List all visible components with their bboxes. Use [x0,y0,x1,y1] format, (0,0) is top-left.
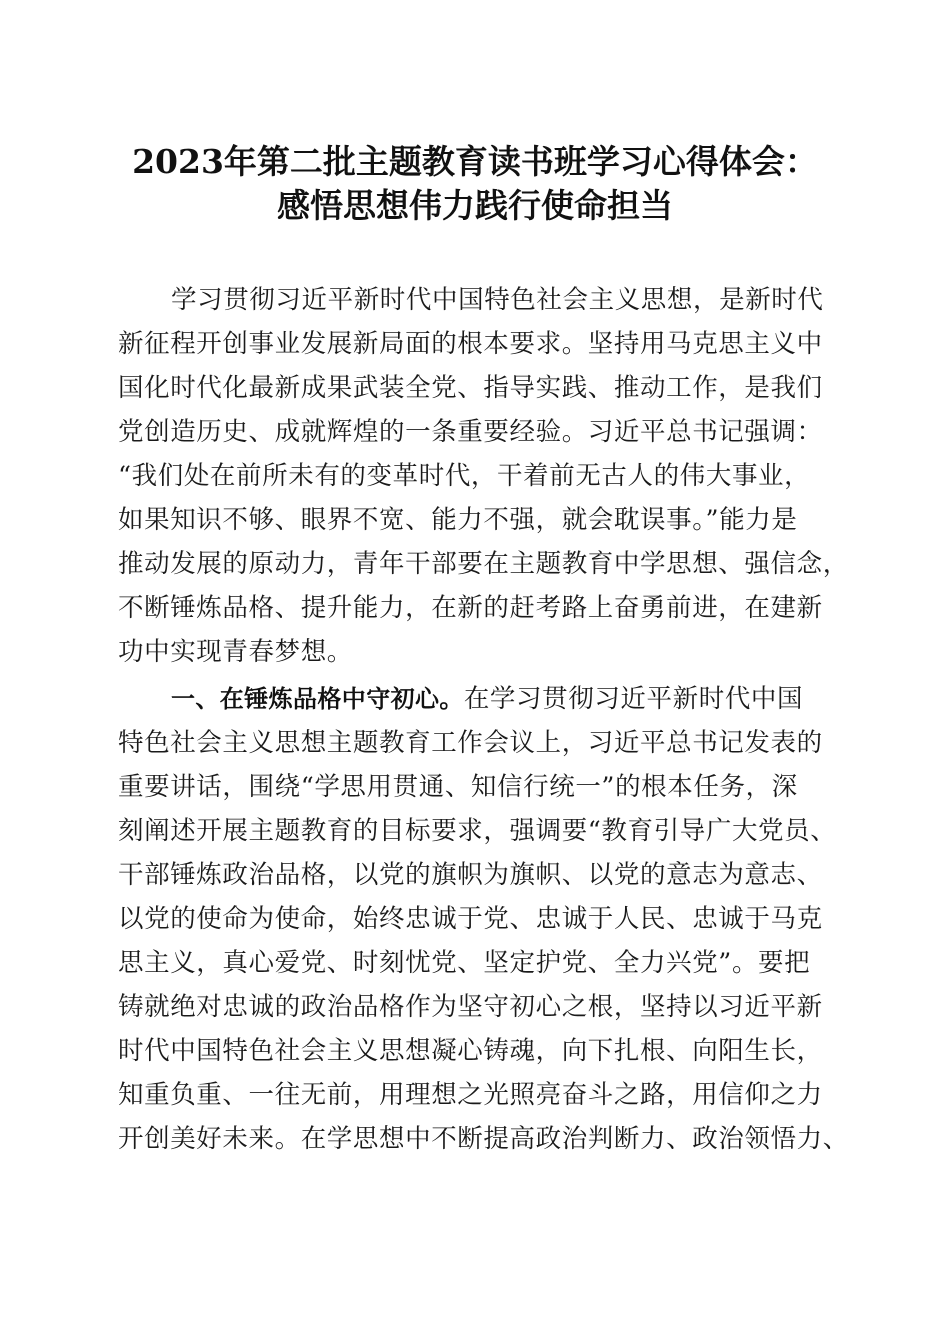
paragraph-1-line-2: 新征程开创事业发展新局面的根本要求。坚持用马克思主义中 [118,329,823,359]
paragraph-2-line-8: 铸就绝对忠诚的政治品格作为坚守初心之根，坚持以习近平新 [118,992,823,1022]
paragraph-1-line-1: 学习贯彻习近平新时代中国特色社会主义思想，是新时代 [171,285,824,315]
paragraph-2-line-1 [171,677,803,721]
paragraph-2-line-10: 知重负重、一往无前，用理想之光照亮奋斗之路，用信仰之力 [118,1080,823,1110]
section-heading: 一、在锤炼品格中守初心。 [171,685,464,713]
paragraph-2-line-9: 时代中国特色社会主义思想凝心铸魂，向下扎根、向阳生长， [118,1036,823,1066]
paragraph-1-line-7: 推动发展的原动力，青年干部要在主题教育中学思想、强信念， [118,549,849,579]
paragraph-1-line-5: “我们处在前所未有的变革时代，干着前无古人的伟大事业， [118,461,811,491]
document-title-line-2: 感悟思想伟力践行使命担当 [277,186,673,225]
paragraph-2-line-3: 重要讲话，围绕“学思用贯通、知信行统一”的根本任务，深 [118,772,798,802]
paragraph-2-line-1-text: 在学习贯彻习近平新时代中国 [463,684,804,714]
paragraph-1-line-8: 不断锤炼品格、提升能力，在新的赶考路上奋勇前进，在建新 [118,593,823,623]
paragraph-1-line-3: 国化时代化最新成果武装全党、指导实践、推动工作，是我们 [118,373,823,403]
paragraph-1-line-9: 功中实现青春梦想。 [118,637,353,667]
paragraph-2-line-6: 以党的使命为使命，始终忠诚于党、忠诚于人民、忠诚于马克 [118,904,823,934]
paragraph-2-line-11: 开创美好未来。在学思想中不断提高政治判断力、政治领悟力、 [118,1124,849,1154]
paragraph-1-line-6: 如果知识不够、眼界不宽、能力不强，就会耽误事。”能力是 [118,505,798,535]
paragraph-1-line-4: 党创造历史、成就辉煌的一条重要经验。习近平总书记强调： [118,417,823,447]
paragraph-2-line-4: 刻阐述开展主题教育的目标要求，强调要“教育引导广大党员、 [118,816,837,846]
paragraph-2-line-2: 特色社会主义思想主题教育工作会议上，习近平总书记发表的 [118,728,823,758]
paragraph-2-line-5: 干部锤炼政治品格，以党的旗帜为旗帜、以党的意志为意志、 [118,860,823,890]
paragraph-2-line-7: 思主义，真心爱党、时刻忧党、坚定护党、全力兴党”。要把 [118,948,811,978]
document-title-line-1: 2023年第二批主题教育读书班学习心得体会： [132,142,818,181]
